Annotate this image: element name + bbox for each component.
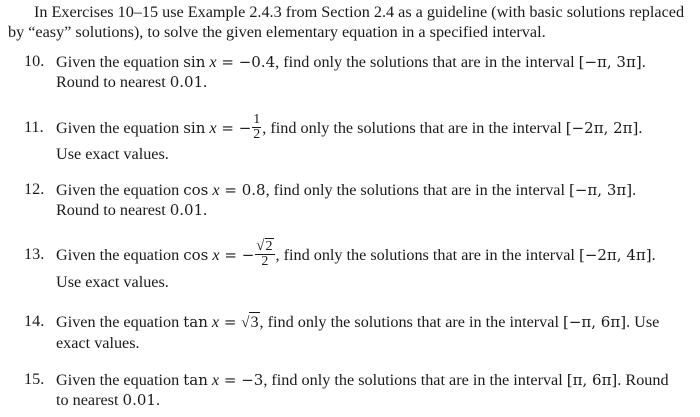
square-root (241, 312, 259, 333)
interval: [−2π, 4π] (578, 246, 652, 264)
exercise-text: exact values. (56, 334, 140, 352)
function-name: tan (183, 371, 208, 389)
function-name: sin (183, 119, 206, 137)
exercise-line-2 (56, 390, 696, 410)
sentence-end: . Round (617, 371, 669, 389)
fraction (252, 113, 261, 142)
exercise-line-2 (56, 72, 696, 92)
fraction-numerator: 1 (253, 111, 261, 127)
exercise-number: 13. (24, 245, 45, 263)
exercise-line-1 (56, 52, 696, 72)
rounding-value: 0.01 (122, 391, 156, 409)
function-name: sin (183, 53, 206, 71)
interval: [−π, 3π] (569, 181, 633, 199)
equals-sign: = (216, 53, 239, 71)
variable: x (212, 246, 220, 264)
function-name: cos (183, 181, 209, 199)
exercise-number: 11. (24, 118, 44, 136)
exercise-line-1 (56, 370, 696, 390)
exercise-text: Use exact values. (56, 144, 169, 163)
sentence-end: . (203, 201, 208, 219)
function-name: tan (183, 313, 208, 331)
exercise-line-2 (56, 200, 696, 220)
exercise-number: 15. (24, 370, 45, 388)
exercise-line-1 (56, 312, 696, 333)
radicand: 2 (265, 239, 273, 255)
square-root (256, 239, 273, 254)
exercise-line-1 (56, 111, 696, 144)
exercise-text: Use exact values. (56, 273, 169, 291)
exercise-text: Given the equation (56, 246, 184, 264)
exercise-line-1 (56, 180, 696, 200)
exercise-body (56, 180, 696, 220)
exercise-line-1 (56, 238, 696, 272)
exercise-text: Given the equation (56, 313, 184, 331)
radical-sign: √ (256, 238, 265, 255)
rounding-value: 0.01 (169, 73, 204, 91)
exercise-text: , find only the solutions that are in the interval (265, 181, 570, 199)
exercise-line-2 (56, 333, 696, 353)
exercise-line-2 (56, 144, 696, 164)
sentence-end: . (651, 246, 656, 264)
exercise-text: , find only the solutions that are in the interval (259, 313, 563, 331)
exercise-text: Given the equation (56, 371, 184, 389)
exercise-text: , find only the solutions that are in the interval (275, 53, 579, 71)
fraction-denominator: 2 (261, 254, 269, 270)
exercise-line-2 (56, 272, 696, 292)
fraction-numerator (255, 239, 274, 255)
equals-sign: = (219, 181, 242, 199)
interval: [−π, 3π] (578, 53, 642, 71)
interval: [−π, 6π] (562, 313, 627, 331)
radicand: 3 (250, 313, 259, 331)
sentence-end: . Use (626, 313, 660, 331)
exercise-text: to nearest (56, 391, 123, 409)
exercise-text: Round to nearest (56, 201, 170, 219)
variable: x (211, 371, 220, 389)
exercise-number: 14. (24, 312, 45, 330)
sentence-end: . (638, 119, 643, 137)
interval: [−2π, 2π] (565, 119, 639, 137)
sentence-end: . (203, 73, 208, 91)
sentence-end: . (632, 181, 637, 199)
equals-sign: = − (219, 246, 255, 264)
equals-sign: = − (216, 119, 252, 137)
variable: x (209, 119, 217, 137)
equals-sign: = (219, 371, 242, 389)
exercise-text: Round to nearest (56, 73, 170, 91)
exercise-text: Given the equation (56, 53, 184, 71)
variable: x (212, 181, 220, 199)
exercise-number: 10. (24, 52, 45, 70)
exercise-text: , find only the solutions that are in the interval (275, 246, 579, 264)
intro-paragraph: In Exercises 10–15 use Example 2.4.3 from Section 2.4 as a guideline (with basic solutions replaced by “easy” solutions), to solve the given elementary equation in a specified interval. (8, 3, 685, 41)
equation-value: −0.4 (238, 53, 276, 71)
exercise-text: Given the equation (56, 181, 184, 199)
variable: x (211, 313, 220, 331)
function-name: cos (183, 246, 209, 264)
radical-sign: √ (241, 315, 250, 331)
rounding-value: 0.01 (169, 201, 204, 219)
exercise-body (56, 370, 696, 410)
exercise-body (56, 312, 696, 353)
exercise-text: Given the equation (56, 119, 184, 137)
sentence-end: . (641, 53, 646, 71)
equation-value: −3 (241, 371, 264, 389)
exercise-body (56, 238, 696, 292)
equals-sign: = (219, 313, 242, 331)
exercise-text: , find only the solutions that are in the interval (263, 371, 567, 389)
equation-value: 0.8 (241, 181, 266, 199)
exercise-text: , find only the solutions that are in the interval (262, 119, 566, 137)
sentence-end: . (155, 391, 160, 409)
exercise-number: 12. (24, 180, 45, 198)
exercise-body (56, 52, 696, 92)
interval: [π, 6π] (566, 371, 618, 389)
fraction (255, 239, 274, 269)
fraction-denominator: 2 (253, 126, 261, 142)
exercise-body (56, 111, 696, 164)
variable: x (209, 53, 217, 71)
